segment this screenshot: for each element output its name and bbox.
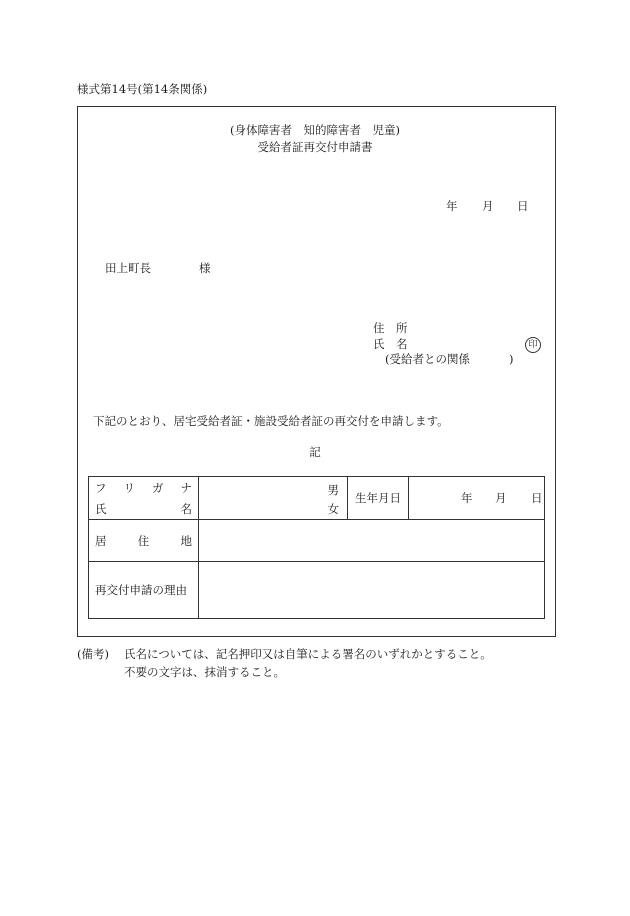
form-number: 様式第14号(第14条関係) [77, 82, 208, 96]
form-title-line1: (身体障害者 知的障害者 児童) [230, 123, 400, 137]
table-row-residence [89, 520, 545, 562]
gender-male-label[interactable]: 男 [327, 482, 339, 497]
gender-female-label[interactable]: 女 [327, 501, 339, 516]
residence-header-cell [89, 520, 199, 562]
seal-mark-icon: 印 [525, 337, 541, 353]
notes-line1: 氏名については、記名押印又は自筆による署名のいずれかとすること。 [124, 647, 492, 661]
date-month-label: 月 [482, 199, 494, 213]
statement-text: 下記のとおり、居宅受給者証・施設受給者証の再交付を申請します。 [93, 414, 449, 428]
table-row-reason [89, 562, 545, 619]
table-row-name [89, 477, 545, 520]
reason-value-cell[interactable] [199, 562, 545, 619]
birth-day-label: 日 [531, 490, 543, 505]
birthdate-header-cell [348, 477, 409, 520]
name-value-cell[interactable] [199, 477, 348, 520]
residence-value-cell[interactable] [199, 520, 545, 562]
notes-line2: 不要の文字は、抹消すること。 [124, 665, 285, 679]
ki-label: 記 [309, 445, 321, 459]
form-title-line2: 受給者証再交付申請書 [257, 140, 373, 154]
date-day-label: 日 [517, 199, 529, 213]
address-label: 住 所 [373, 321, 408, 335]
reason-label: 再交付申請の理由 [95, 583, 187, 597]
name-label: 氏 名 [373, 337, 408, 351]
birthdate-value-cell[interactable] [409, 477, 545, 520]
residence-label: 居 住 地 [95, 533, 192, 548]
addressee-honorific: 様 [199, 261, 211, 275]
furigana-label: フ リ ガ ナ [95, 480, 192, 495]
application-table [88, 476, 545, 619]
name-header-label: 氏 名 [95, 501, 192, 516]
birth-year-label: 年 [461, 490, 473, 505]
birth-month-label: 月 [495, 490, 507, 505]
reason-header-cell [89, 562, 199, 619]
addressee-name: 田上町長 [105, 261, 151, 275]
relation-close: ) [509, 352, 514, 366]
birthdate-label: 生年月日 [355, 491, 401, 505]
relation-label: (受給者との関係 [385, 352, 470, 366]
notes-label: (備考) [77, 647, 109, 661]
name-header-cell [89, 477, 199, 520]
date-year-label: 年 [446, 199, 458, 213]
